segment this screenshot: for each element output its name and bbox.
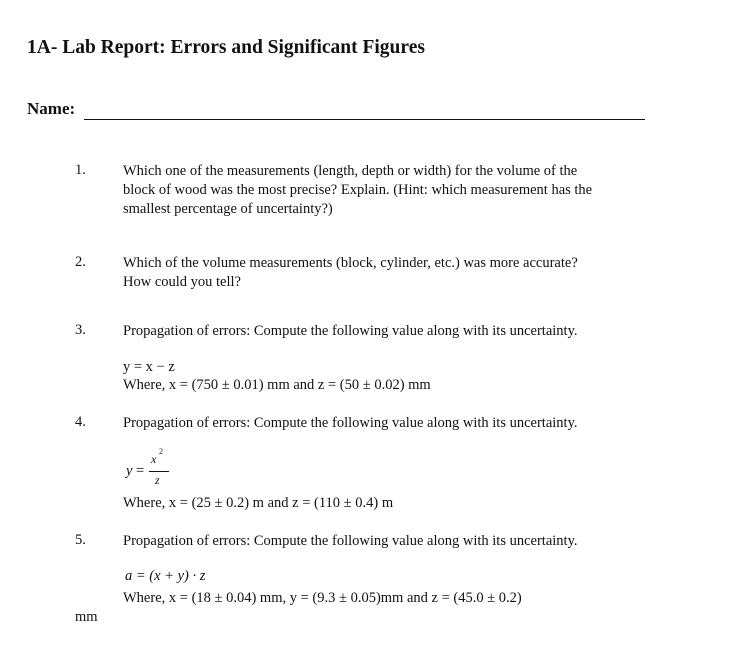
question-5-where: Where, x = (18 ± 0.04) mm, y = (9.3 ± 0.05)mm and z = (45.0 ± 0.2) — [123, 590, 522, 606]
question-4-where: Where, x = (25 ± 0.2) m and z = (110 ± 0.4) m — [123, 495, 394, 511]
page-title: 1A- Lab Report: Errors and Significant Figures — [27, 37, 425, 58]
fraction-numerator: x — [151, 452, 157, 466]
trailing-unit: mm — [75, 609, 98, 625]
question-5-equation: a = (x + y) · z — [125, 568, 206, 584]
question-2-line-1: Which of the volume measurements (block, cylinder, etc.) was more accurate? — [123, 255, 578, 271]
question-3-text: Propagation of errors: Compute the following value along with its uncertainty. — [123, 323, 578, 339]
question-4-text: Propagation of errors: Compute the following value along with its uncertainty. — [123, 415, 578, 431]
question-2-line-2: How could you tell? — [123, 274, 241, 290]
question-3-where: Where, x = (750 ± 0.01) mm and z = (50 ± 0.02) mm — [123, 377, 431, 393]
question-1-line-1: Which one of the measurements (length, depth or width) for the volume of the — [123, 163, 578, 179]
question-4-number: 4. — [75, 414, 86, 430]
question-1-line-2: block of wood was the most precise? Explain. (Hint: which measurement has the — [123, 182, 593, 198]
question-3-equation: y = x − z — [123, 359, 175, 375]
fraction-exponent: 2 — [159, 447, 163, 456]
question-3-number: 3. — [75, 322, 86, 338]
equation-lhs: y — [126, 463, 133, 479]
name-field-line[interactable] — [84, 119, 645, 120]
question-4-equation — [123, 447, 183, 492]
question-2-text — [123, 254, 653, 292]
question-2-number: 2. — [75, 254, 86, 270]
fraction-denominator: z — [155, 473, 160, 487]
question-1-text — [123, 162, 653, 219]
name-label: Name: — [27, 99, 76, 118]
equation-equals: = — [136, 463, 145, 479]
question-1-line-3: smallest percentage of uncertainty?) — [123, 201, 333, 217]
question-5-number: 5. — [75, 532, 86, 548]
fraction-bar — [149, 471, 169, 472]
question-5-text: Propagation of errors: Compute the following value along with its uncertainty. — [123, 533, 578, 549]
question-1-number: 1. — [75, 162, 86, 178]
